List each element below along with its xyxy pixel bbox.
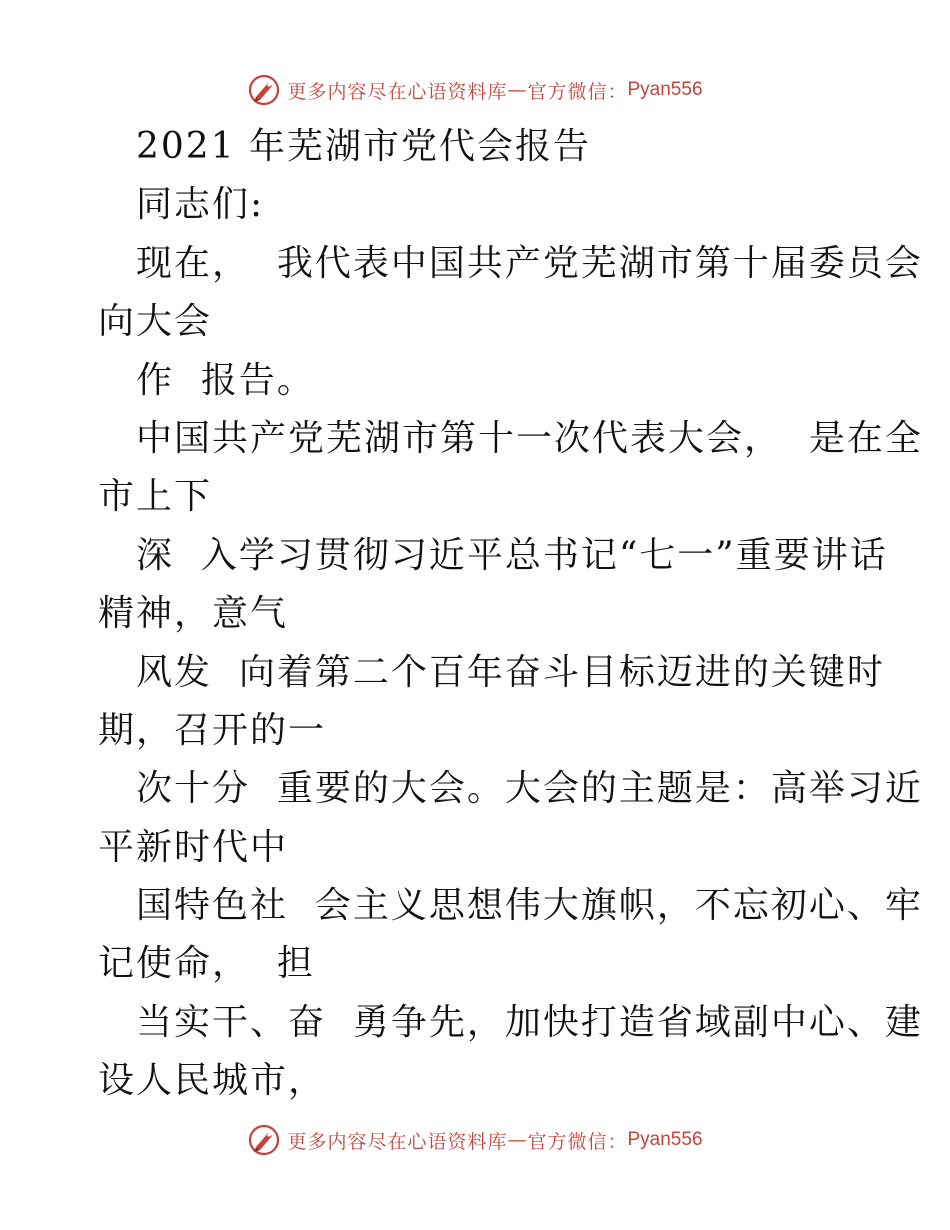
paragraph-line: 市上下 (98, 476, 213, 518)
paragraph-line: 次十分 重要的大会。大会的主题是：高举习近 (136, 768, 923, 810)
footer-banner (0, 1120, 950, 1160)
paragraph-line: 向大会 (98, 301, 213, 343)
header-banner (0, 70, 950, 110)
paragraph-line: 国特色社 会主义思想伟大旗帜，不忘初心、牢 (136, 885, 923, 927)
paragraph-line: 当实干、奋 勇争先，加快打造省域副中心、建 (136, 1001, 923, 1043)
paragraph-line: 现在， 我代表中国共产党芜湖市第十届委员会 (136, 242, 923, 284)
banner-wechat-id: Pyan556 (627, 1129, 703, 1150)
banner-dash: — (507, 1129, 528, 1151)
paragraph-line: 作 报告。 (136, 359, 315, 401)
paragraph-line: 记使命， 担 (98, 943, 315, 985)
paragraph-line: 设人民城市， (98, 1060, 327, 1102)
report-body (98, 118, 923, 1111)
banner-wechat-id: Pyan556 (627, 79, 703, 100)
banner-dash: — (507, 79, 528, 101)
paragraph-line: 期，召开的一 (98, 709, 327, 751)
paragraph-line: 中国共产党芜湖市第十一次代表大会， 是在全 (136, 417, 923, 459)
report-title: 2021 年芜湖市党代会报告 (136, 126, 592, 167)
banner-site-text: 更多内容尽在心语资料库 (287, 1130, 508, 1153)
banner-wechat-label: 官方微信： (527, 1130, 628, 1153)
banner-site-text: 更多内容尽在心语资料库 (287, 80, 508, 103)
salutation: 同志们: (136, 184, 265, 226)
paragraph-line: 深 入学习贯彻习近平总书记“七一”重要讲话 (136, 534, 888, 576)
paragraph-line: 风发 向着第二个百年奋斗目标迈进的关键时 (136, 651, 885, 693)
banner-wechat-label: 官方微信： (527, 80, 628, 103)
pen-nib-logo-icon (247, 1123, 281, 1157)
pen-nib-logo-icon (247, 73, 281, 107)
paragraph-line: 精神，意气 (98, 593, 289, 635)
paragraph-line: 平新时代中 (98, 826, 289, 868)
